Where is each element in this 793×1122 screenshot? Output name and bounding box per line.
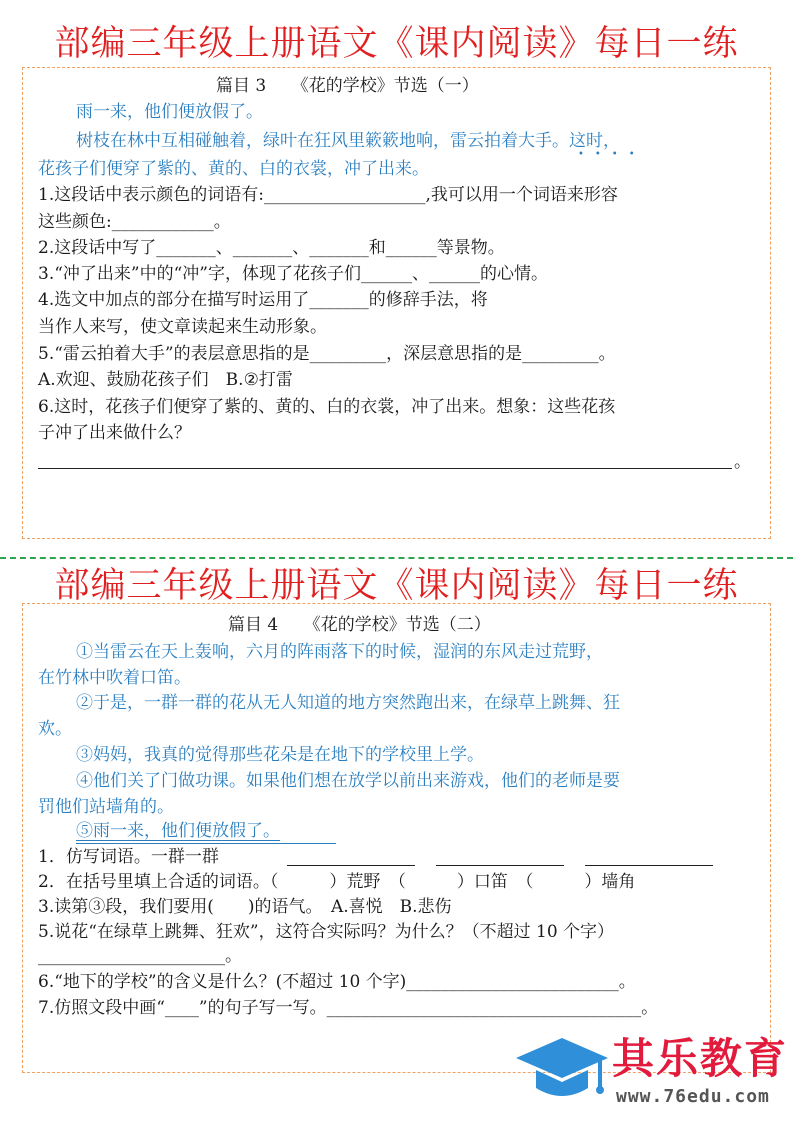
emphasis-dots: •••• (578, 149, 646, 160)
worksheet-banner-2: 部编三年级上册语文《课内阅读》每日一练 (54, 566, 739, 606)
brand-name: 其乐教育 (612, 1034, 789, 1083)
passage-2-para-3: ③妈妈，我真的觉得那些花朵是在地下的学校里上学。 (76, 745, 484, 765)
brand-logo (512, 1020, 789, 1115)
worksheet-banner-1: 部编三年级上册语文《课内阅读》每日一练 (54, 24, 739, 64)
passage-2-para-1-line-2: 在竹林中吹着口笛。 (38, 668, 191, 688)
passage-2-para-4-line-2: 罚他们站墙角的。 (38, 797, 174, 817)
question-6-line-1: 6.这时，花孩子们便穿了紫的、黄的、白的衣裳，冲了出来。想象：这些花孩 (38, 397, 616, 417)
question-4-line-2: 当作人来写，使文章读起来生动形象。 (38, 317, 327, 337)
question-3: 3.“冲了出来”中的“冲”字，体现了花孩子们______、______的心情。 (38, 264, 548, 284)
passage-1-line-1: 雨一来，他们便放假了。 (76, 102, 263, 122)
passage-2-para-1-line-1: ①当雷云在天上轰响，六月的阵雨落下的时候，湿润的东风走过荒野， (76, 642, 603, 662)
question-1-line-2: 这些颜色:____________。 (38, 212, 231, 232)
passage-2-para-4-line-1: ④他们关了门做功课。如果他们想在放学以前出来游戏，他们的老师是要 (76, 771, 620, 791)
section-1-title: 篇目 3 《花的学校》节选（一） (216, 76, 479, 96)
question-4-line-1: 4.选文中加点的部分在描写时运用了_______的修辞手法，将 (38, 290, 488, 310)
question-2-6: 6.“地下的学校”的含义是什么？(不超过 10 个字)_________________________。 (38, 972, 636, 992)
passage-2-para-5: ⑤雨一来，他们便放假了。 (76, 821, 280, 841)
answer-line-end: 。 (734, 452, 751, 472)
question-2-2: 2．在括号里填上合适的词语。（ ）荒野 （ ）口笛 （ ）墙角 (38, 872, 636, 892)
question-1-line-1: 1.这段话中表示颜色的词语有:___________________,我可以用一个词语来形容 (38, 185, 618, 205)
question-2-3: 3.读第③段，我们要用( )的语气。 A.喜悦 B.悲伤 (38, 897, 452, 917)
answer-line-q6 (38, 468, 732, 469)
question-2-5-line-2: ______________________。 (38, 946, 242, 966)
passage-2-para-2-line-2: 欢。 (38, 719, 72, 739)
question-2-7: 7.仿照文段中画“____”的句子写一写。_____________________________________。 (38, 998, 659, 1018)
question-5: 5.“雷云拍着大手”的表层意思指的是_________，深层意思指的是_________。 (38, 344, 616, 364)
graduation-cap-icon (512, 1030, 612, 1110)
section-separator (0, 557, 793, 559)
passage-1-line-3: 花孩子们便穿了紫的、黄的、白的衣裳，冲了出来。 (38, 159, 429, 179)
blank-1 (287, 865, 415, 866)
blank-2 (436, 865, 564, 866)
question-2: 2.这段话中写了_______、_______、_______和______等景物。 (38, 238, 505, 258)
blank-3 (585, 865, 713, 866)
question-5-options: A.欢迎、鼓励花孩子们 B.②打雷 (38, 370, 293, 390)
passage-2-para-2-line-1: ②于是，一群一群的花从无人知道的地方突然跑出来，在绿草上跳舞、狂 (76, 693, 620, 713)
question-2-5-line-1: 5.说花“在绿草上跳舞、狂欢”，这符合实际吗？为什么？（不超过 10 个字） (38, 922, 615, 942)
section-2-title: 篇目 4 《花的学校》节选（二） (228, 615, 491, 635)
brand-url: www.76edu.com (616, 1086, 770, 1107)
passage-1-line-2: 树枝在林中互相碰触着，绿叶在狂风里簌簌地响，雷云拍着大手。这时， (76, 131, 620, 151)
question-6-line-2: 子冲了出来做什么？ (38, 423, 191, 443)
passage-2-underline (76, 843, 336, 844)
question-2-1: 1．仿写词语。一群一群 (38, 847, 219, 867)
